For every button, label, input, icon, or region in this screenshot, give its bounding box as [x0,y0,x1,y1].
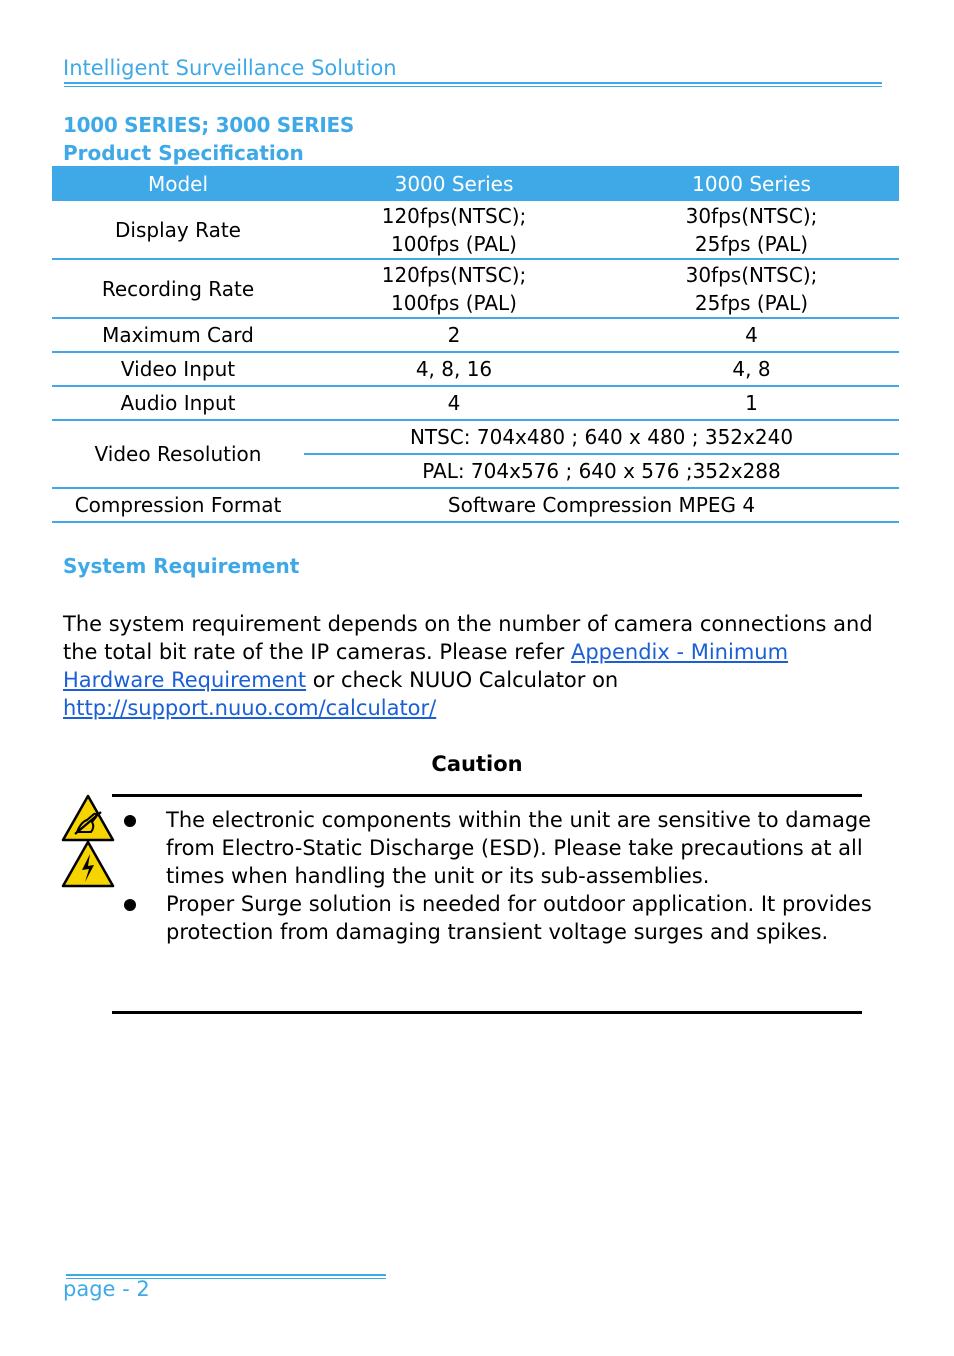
body-text: The system requirement depends on the number of camera connections and the total bit rate of the IP cameras. Please refer [63,612,873,664]
esd-warning-icon [61,794,115,842]
table-row [52,488,899,522]
bullet-icon [124,899,136,911]
table-row [52,352,899,386]
cell-resolution-ntsc: NTSC: 704x480 ; 640 x 480 ; 352x240 [304,420,899,454]
row-label-video-resolution: Video Resolution [52,420,304,488]
running-header: Intelligent Surveillance Solution [63,56,397,80]
cell-display-3000 [304,201,604,259]
table-row [52,259,899,318]
cell-line: 120fps(NTSC); [381,203,527,228]
list-item [120,890,895,946]
system-requirement-title: System Requirement [63,554,300,578]
caution-title: Caution [431,752,523,776]
high-voltage-warning-icon [61,840,115,888]
table-row [52,386,899,420]
cell-maxcard-1000: 4 [604,318,899,352]
header-rule [64,82,882,87]
caution-top-rule [112,794,862,797]
table-header-row [52,166,899,201]
cell-line: 100fps (PAL) [391,231,517,256]
row-label-audio-input: Audio Input [52,386,304,420]
body-text: or check NUUO Calculator on [306,668,619,692]
cell-audioinput-1000: 1 [604,386,899,420]
cell-line: 30fps(NTSC); [685,203,818,228]
row-label-display-rate: Display Rate [52,201,304,259]
cell-resolution-pal: PAL: 704x576 ; 640 x 576 ;352x288 [304,454,899,488]
table-row [52,420,899,454]
cell-compression: Software Compression MPEG 4 [304,488,899,522]
cell-line: 120fps(NTSC); [381,262,527,287]
cell-line: 25fps (PAL) [694,290,809,315]
appendix-link[interactable]: Appendix - Minimum Hardware Requirement [63,640,789,692]
list-item [120,806,895,890]
calculator-link[interactable]: http://support.nuuo.com/calculator/ [63,696,437,720]
row-label-compression: Compression Format [52,488,304,522]
cell-display-1000 [604,201,899,259]
cell-line: 100fps (PAL) [391,290,517,315]
page-number: page - 2 [63,1277,150,1301]
system-requirement-text [63,610,893,722]
table-row [52,201,899,259]
row-label-maximum-card: Maximum Card [52,318,304,352]
spec-title: Product Specification [63,141,304,165]
col-header-1000: 1000 Series [604,166,899,201]
row-label-recording-rate: Recording Rate [52,259,304,318]
cell-recording-1000 [604,259,899,318]
caution-list [120,806,895,946]
col-header-model: Model [52,166,304,201]
bullet-icon [124,815,136,827]
cell-maxcard-3000: 2 [304,318,604,352]
col-header-3000: 3000 Series [304,166,604,201]
cell-audioinput-3000: 4 [304,386,604,420]
series-title: 1000 SERIES; 3000 SERIES [63,113,354,137]
row-label-video-input: Video Input [52,352,304,386]
list-item-text: The electronic components within the unit are sensitive to damage from Electro-Static Discharge (ESD). Please take precautions at all times when handling the unit or its sub-assemblies. [166,808,872,888]
list-item-text: Proper Surge solution is needed for outdoor application. It provides protection from damaging transient voltage surges and spikes. [166,892,872,944]
cell-recording-3000 [304,259,604,318]
cell-videoinput-3000: 4, 8, 16 [304,352,604,386]
spec-table [52,166,899,523]
cell-videoinput-1000: 4, 8 [604,352,899,386]
table-row [52,318,899,352]
cell-line: 25fps (PAL) [694,231,809,256]
cell-line: 30fps(NTSC); [685,262,818,287]
caution-bottom-rule [112,1011,862,1014]
